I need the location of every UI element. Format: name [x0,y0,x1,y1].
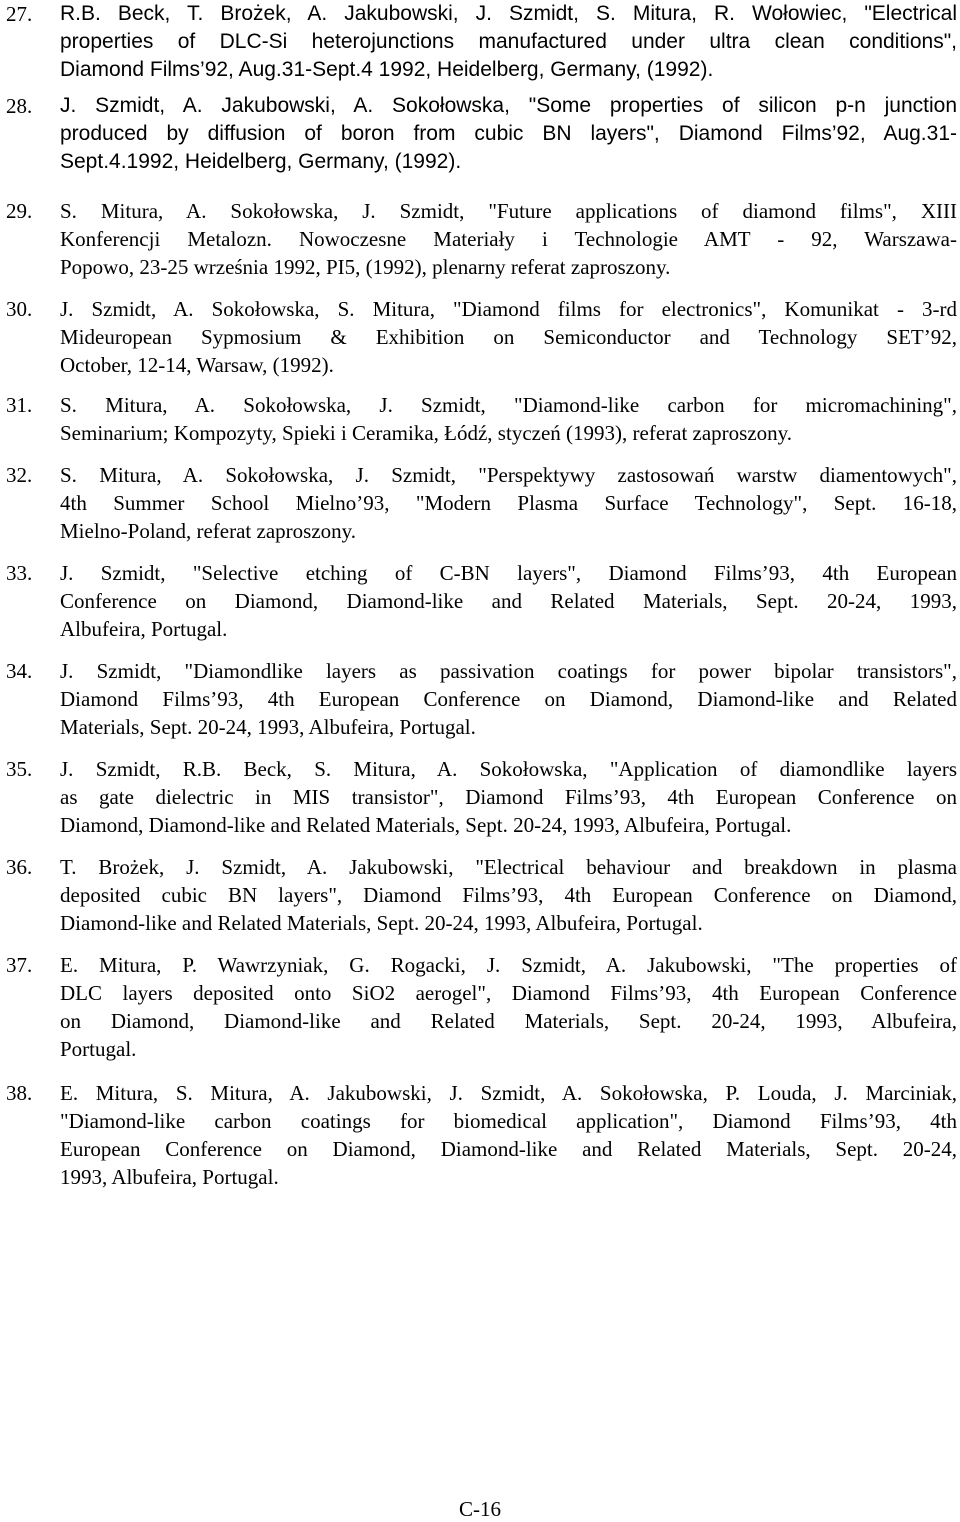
reference-text [60,853,957,937]
reference-item [0,657,960,741]
reference-number: 27. [6,2,33,26]
reference-text [60,295,957,379]
reference-text [60,559,957,643]
reference-item [0,853,960,937]
reference-line: DLC layers deposited onto SiO2 aerogel", Diamond Films’93, 4th European Conference [60,981,957,1005]
reference-line: Konferencji Metalozn. Nowoczesne Materiały i Technologie AMT - 92, Warszawa- [60,227,957,251]
reference-line: Mielno-Poland, referat zaproszony. [60,519,357,543]
reference-line: 4th Summer School Mielno’93, "Modern Plasma Surface Technology", Sept. 16-18, [60,491,957,515]
reference-number: 29. [6,199,33,223]
reference-line: J. Szmidt, "Selective etching of C-BN layers", Diamond Films’93, 4th European [60,561,957,585]
reference-item [0,197,960,281]
reference-line: 1993, Albufeira, Portugal. [60,1165,279,1189]
reference-text [60,657,957,741]
reference-line: as gate dielectric in MIS transistor", Diamond Films’93, 4th European Conference on [60,785,957,809]
reference-line: deposited cubic BN layers", Diamond Films’93, 4th European Conference on Diamond, [60,883,957,907]
reference-text [60,1079,957,1191]
reference-number: 28. [6,94,33,118]
reference-item [0,559,960,643]
reference-text [60,197,957,281]
reference-number: 34. [6,659,33,683]
reference-text [60,391,957,447]
reference-line: J. Szmidt, A. Jakubowski, A. Sokołowska, "Some properties of silicon p-n junction [60,94,957,117]
reference-number: 35. [6,757,33,781]
reference-line: Albufeira, Portugal. [60,617,228,641]
reference-line: Mideuropean Sypmosium & Exhibition on Semiconductor and Technology SET’92, [60,325,957,349]
reference-line: S. Mitura, A. Sokołowska, J. Szmidt, "Perspektywy zastosowań warstw diamentowych", [60,463,957,487]
reference-line: properties of DLC-Si heterojunctions manufactured under ultra clean conditions", [60,30,957,53]
reference-number: 36. [6,855,33,879]
reference-line: S. Mitura, A. Sokołowska, J. Szmidt, "Diamond-like carbon for micromachining", [60,393,957,417]
reference-line: Portugal. [60,1037,137,1061]
reference-text [60,92,957,176]
reference-line: Sept.4.1992, Heidelberg, Germany, (1992). [60,150,462,173]
reference-number: 32. [6,463,33,487]
reference-number: 30. [6,297,33,321]
reference-line: T. Brożek, J. Szmidt, A. Jakubowski, "Electrical behaviour and breakdown in plasma [60,855,957,879]
reference-number: 37. [6,953,33,977]
reference-item [0,951,960,1063]
reference-line: J. Szmidt, "Diamondlike layers as passivation coatings for power bipolar transistors", [60,659,957,683]
reference-item [0,461,960,545]
reference-line: Diamond-like and Related Materials, Sept. 20-24, 1993, Albufeira, Portugal. [60,911,703,935]
reference-line: on Diamond, Diamond-like and Related Materials, Sept. 20-24, 1993, Albufeira, [60,1009,957,1033]
reference-line: R.B. Beck, T. Brożek, A. Jakubowski, J. Szmidt, S. Mitura, R. Wołowiec, "Electrical [60,2,957,25]
reference-line: J. Szmidt, R.B. Beck, S. Mitura, A. Sokołowska, "Application of diamondlike layers [60,757,957,781]
reference-line: October, 12-14, Warsaw, (1992). [60,353,334,377]
reference-text [60,0,957,84]
reference-item [0,92,960,176]
reference-line: Materials, Sept. 20-24, 1993, Albufeira, Portugal. [60,715,476,739]
reference-item [0,0,960,84]
reference-line: Popowo, 23-25 września 1992, PI5, (1992), plenarny referat zaproszony. [60,255,671,279]
reference-item [0,391,960,447]
reference-line: "Diamond-like carbon coatings for biomedical application", Diamond Films’93, 4th [60,1109,957,1133]
reference-line: Conference on Diamond, Diamond-like and Related Materials, Sept. 20-24, 1993, [60,589,957,613]
reference-line: Diamond Films’93, 4th European Conference on Diamond, Diamond-like and Related [60,687,957,711]
reference-line: S. Mitura, A. Sokołowska, J. Szmidt, "Future applications of diamond films", XIII [60,199,957,223]
reference-item [0,295,960,379]
reference-line: European Conference on Diamond, Diamond-like and Related Materials, Sept. 20-24, [60,1137,957,1161]
reference-number: 31. [6,393,33,417]
reference-number: 33. [6,561,33,585]
reference-item [0,755,960,839]
reference-text [60,755,957,839]
reference-item [0,1079,960,1191]
reference-line: J. Szmidt, A. Sokołowska, S. Mitura, "Diamond films for electronics", Komunikat - 3-rd [60,297,957,321]
reference-text [60,951,957,1063]
reference-line: E. Mitura, S. Mitura, A. Jakubowski, J. Szmidt, A. Sokołowska, P. Louda, J. Marciniak, [60,1081,957,1105]
page-number: C-16 [459,1497,501,1521]
reference-number: 38. [6,1081,33,1105]
reference-text [60,461,957,545]
reference-line: Diamond, Diamond-like and Related Materials, Sept. 20-24, 1993, Albufeira, Portugal. [60,813,792,837]
reference-line: Seminarium; Kompozyty, Spieki i Ceramika, Łódź, styczeń (1993), referat zaproszony. [60,421,793,445]
reference-line: produced by diffusion of boron from cubic BN layers", Diamond Films’92, Aug.31- [60,122,957,145]
reference-line: Diamond Films’92, Aug.31-Sept.4 1992, Heidelberg, Germany, (1992). [60,58,714,81]
reference-line: E. Mitura, P. Wawrzyniak, G. Rogacki, J. Szmidt, A. Jakubowski, "The properties of [60,953,957,977]
